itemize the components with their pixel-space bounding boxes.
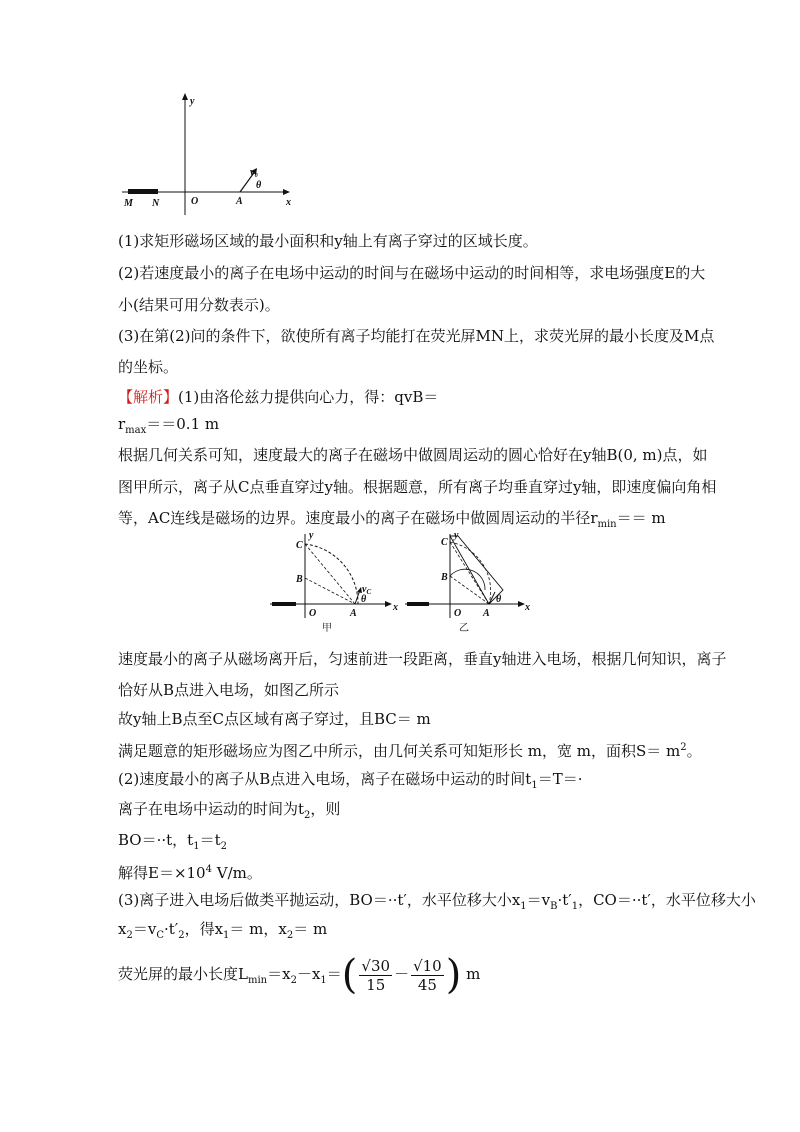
label-a: A	[483, 608, 490, 619]
solution-line-1: 【解析】(1)由洛伦兹力提供向心力，得：qvB＝	[118, 388, 439, 406]
label-theta: θ	[361, 594, 367, 605]
question-2-line-1: (2)若速度最小的离子在电场中运动的时间与在磁场中运动的时间相等，求电场强度E的大	[118, 264, 706, 282]
label-y: y	[309, 530, 314, 541]
label-b: B	[441, 572, 448, 583]
label-c: C	[296, 540, 303, 551]
solution-line-16: 荧光屏的最小长度$L_{min}=x_2-x_1=$( $\frac{√30}{15}$ － $\frac{√10}{45}$ ) m	[118, 952, 481, 998]
caption-yi: 乙	[459, 623, 469, 634]
solution-line-12: BO＝··t，$t_1=t_2$	[118, 831, 227, 852]
label-v: $v_C$	[362, 584, 372, 596]
solution-line-9: 满足题意的矩形磁场应为图乙中所示，由几何关系可知矩形长 m，宽 m，面积$S= m^2$。	[118, 742, 702, 760]
solution-line-3: 根据几何关系可知，速度最大的离子在磁场中做圆周运动的圆心恰好在y轴B(0, m)点，如	[118, 446, 708, 464]
figure-yi	[405, 530, 535, 635]
solution-line-2: $r_{max}==0.1$ m	[118, 415, 220, 436]
label-theta: θ	[496, 594, 502, 605]
question-3-line-2: 的坐标。	[118, 358, 179, 376]
solution-line-7: 恰好从B点进入电场，如图乙所示	[118, 681, 340, 699]
theta-label: θ	[256, 180, 262, 191]
label-o: O	[191, 196, 199, 207]
label-o: O	[454, 608, 462, 619]
figure-jia	[270, 530, 405, 635]
label-o: O	[309, 608, 317, 619]
label-y: y	[454, 530, 459, 541]
solution-line-8: 故y轴上B点至C点区域有离子穿过，且BC＝ m	[118, 710, 431, 728]
right-paren: )	[445, 952, 462, 998]
label-x: x	[525, 602, 530, 613]
screen-mn	[407, 602, 429, 606]
solution-line-6: 速度最小的离子从磁场离开后，匀速前进一段距离，垂直y轴进入电场，根据几何知识，离子	[118, 650, 727, 668]
solution-line-5: 等，AC连线是磁场的边界。速度最小的离子在磁场中做圆周运动的半径$r_{min}== m$	[118, 509, 666, 530]
label-n: N	[152, 198, 160, 209]
solution-line-13: 解得$E=\times 10^4$ V/m。	[118, 864, 262, 882]
label-a: A	[350, 608, 357, 619]
solution-line-15: $x_2=v_C\cdot t'_2$，得$x_1= m$，$x_2= m$	[118, 920, 328, 941]
solution-line-4: 图甲所示，离子从C点垂直穿过y轴。根据题意，所有离子均垂直穿过y轴，即速度偏向角相	[118, 478, 717, 496]
solution-line-10: (2)速度最小的离子从B点进入电场，离子在磁场中运动的时间$t_1=T=\cdot$	[118, 770, 583, 791]
y-axis-label: y	[190, 96, 195, 107]
label-c: C	[441, 537, 448, 548]
solution-line-11: 离子在电场中运动的时间为$t_2$，则	[118, 800, 341, 821]
question-2-line-2: 小(结果可用分数表示)。	[118, 296, 280, 314]
solution-line-14: (3)离子进入电场后做类平抛运动，BO＝··t′，水平位移大小$x_1=v_B\cdot t'_1$，CO＝··t′，水平位移大小	[118, 891, 756, 912]
left-paren: (	[341, 952, 358, 998]
solution-tag: 【解析】	[118, 388, 179, 406]
question-1: (1)求矩形磁场区域的最小面积和y轴上有离子穿过的区域长度。	[118, 232, 538, 250]
figure-coordinate-setup	[110, 90, 310, 220]
label-x: x	[393, 602, 398, 613]
label-b: B	[296, 574, 303, 585]
label-m: M	[124, 198, 133, 209]
v0-label: v₀	[250, 167, 258, 178]
screen-mn	[128, 189, 158, 194]
screen-mn	[272, 602, 296, 606]
label-a: A	[236, 196, 243, 207]
fraction-2: $\frac{√10}{45}$	[413, 956, 442, 994]
question-3-line-1: (3)在第(2)问的条件下，欲使所有离子均能打在荧光屏MN上，求荧光屏的最小长度及M点	[118, 327, 715, 345]
fraction-1: $\frac{√30}{15}$	[361, 956, 391, 994]
x-axis-label: x	[286, 197, 291, 208]
caption-jia: 甲	[322, 623, 332, 634]
